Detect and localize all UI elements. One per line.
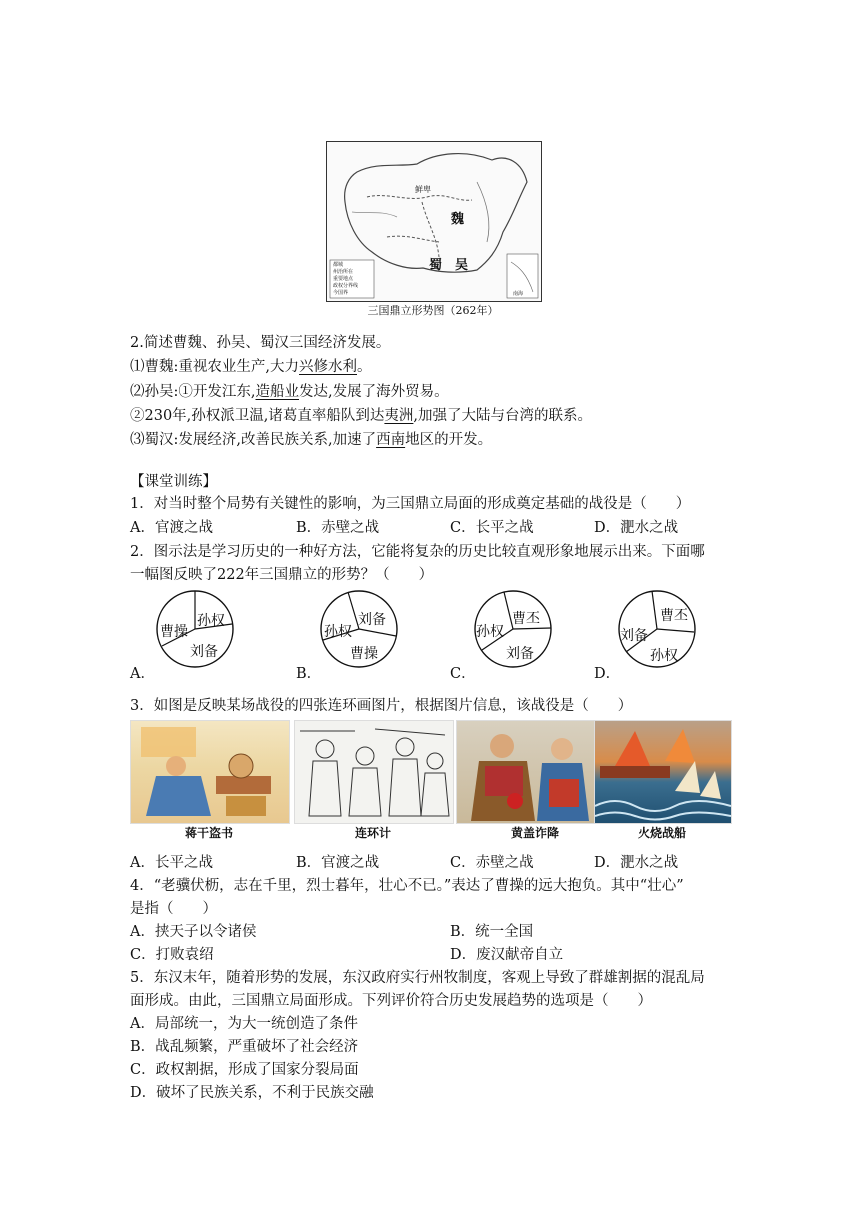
q4-option-d: D．废汉献帝自立 (450, 947, 564, 963)
econ-wei: ⑴曹魏:重视农业生产,大力兴修水利。 (130, 359, 372, 375)
q2-pie-d (616, 588, 698, 670)
svg-text:孙权: 孙权 (197, 613, 225, 629)
svg-text:孙权: 孙权 (476, 624, 504, 640)
q4-option-b: B．统一全国 (450, 924, 534, 940)
xianbei-label: 鲜卑 (415, 185, 431, 194)
q5-stem-2: 面形成。由此，三国鼎立局面形成。下列评价符合历史发展趋势的选项是（ ） (130, 993, 652, 1009)
q2-option-d-letter: D． (594, 666, 621, 682)
comic-panel-1 (130, 720, 290, 824)
q1-option-a: A．官渡之战 (130, 520, 213, 536)
q2-stem-1: 2．图示法是学习历史的一种好方法，它能将复杂的历史比较直观形象地展示出来。下面哪 (130, 544, 705, 560)
comic-label-1: 蒋干盗书 (184, 826, 233, 840)
q1-option-b: B．赤壁之战 (296, 520, 380, 536)
practice-heading: 【课堂训练】 (130, 474, 217, 490)
q5-option-b: B．战乱频繁，严重破坏了社会经济 (130, 1039, 359, 1055)
q2-option-c-letter: C． (450, 666, 476, 682)
svg-text:刘备: 刘备 (358, 612, 386, 628)
svg-text:孙权: 孙权 (324, 624, 352, 640)
q5-option-d: D．破坏了民族关系，不利于民族交融 (130, 1085, 374, 1101)
q2-pie-c (472, 588, 554, 670)
wu-label: 吴 (455, 258, 469, 273)
svg-text:曹丕: 曹丕 (660, 608, 688, 624)
svg-text:曹操: 曹操 (160, 624, 188, 640)
q4-option-c: C．打败袁绍 (130, 947, 214, 963)
q3-option-b: B．官渡之战 (296, 855, 380, 871)
q5-option-a: A．局部统一，为大一统创造了条件 (130, 1016, 358, 1032)
q2-option-a-letter: A． (130, 666, 155, 682)
q3-option-d: D．淝水之战 (594, 855, 679, 871)
q2-stem-2: 一幅图反映了222年三国鼎立的形势？（ ） (130, 567, 434, 583)
svg-text:曹丕: 曹丕 (512, 611, 540, 627)
three-kingdoms-map (326, 141, 542, 302)
q2-pie-a (154, 588, 236, 670)
q2-pie-b (318, 588, 400, 670)
comic-panel-4 (594, 720, 732, 824)
wei-label: 魏 (451, 212, 465, 227)
svg-text:刘备: 刘备 (620, 628, 648, 644)
comic-label-4: 火烧战船 (637, 826, 686, 840)
q3-option-a: A．长平之战 (130, 855, 213, 871)
svg-text:孙权: 孙权 (650, 648, 678, 664)
econ-wu-2: ②230年,孙权派卫温,诸葛直率船队到达夷洲,加强了大陆与台湾的联系。 (130, 408, 593, 424)
q1-option-c: C．长平之战 (450, 520, 534, 536)
comic-panel-2 (294, 720, 454, 824)
q3-stem: 3．如图是反映某场战役的四张连环画图片，根据图片信息，该战役是（ ） (130, 698, 633, 714)
shu-label: 蜀 (429, 258, 443, 273)
q5-stem-1: 5．东汉末年，随着形势的发展，东汉政府实行州牧制度，客观上导致了群雄割据的混乱局 (130, 970, 705, 986)
econ-wu: ⑵孙吴:①开发江东,造船业发达,发展了海外贸易。 (130, 384, 449, 400)
q1-option-d: D．淝水之战 (594, 520, 679, 536)
svg-text:曹操: 曹操 (350, 646, 378, 662)
map-legend: 都城 州治所在 重要地点 政权分界线 今国界 (333, 262, 359, 296)
econ-shu: ⑶蜀汉:发展经济,改善民族关系,加速了西南地区的开发。 (130, 432, 493, 448)
svg-text:刘备: 刘备 (190, 644, 218, 660)
comic-label-2: 连环计 (354, 826, 391, 840)
econ-title: 2.简述曹魏、孙吴、蜀汉三国经济发展。 (130, 335, 391, 351)
q3-option-c: C．赤壁之战 (450, 855, 534, 871)
map-caption: 三国鼎立形势图（262年） (367, 304, 499, 317)
q5-option-c: C．政权割据，形成了国家分裂局面 (130, 1062, 359, 1078)
q4-stem-1: 4．“老骥伏枥，志在千里，烈士暮年，壮心不已。”表达了曹操的远大抱负。其中“壮心” (130, 878, 684, 894)
q2-option-b-letter: B． (296, 666, 322, 682)
comic-panel-3 (456, 720, 616, 824)
svg-text:刘备: 刘备 (506, 646, 534, 662)
q4-stem-2: 是指（ ） (130, 901, 217, 917)
q1-stem: 1．对当时整个局势有关键性的影响，为三国鼎立局面的形成奠定基础的战役是（ ） (130, 496, 691, 512)
comic-label-3: 黄盖诈降 (510, 826, 559, 840)
map-inset-label: 南海 (513, 291, 524, 297)
q4-option-a: A．挟天子以令诸侯 (130, 924, 257, 940)
